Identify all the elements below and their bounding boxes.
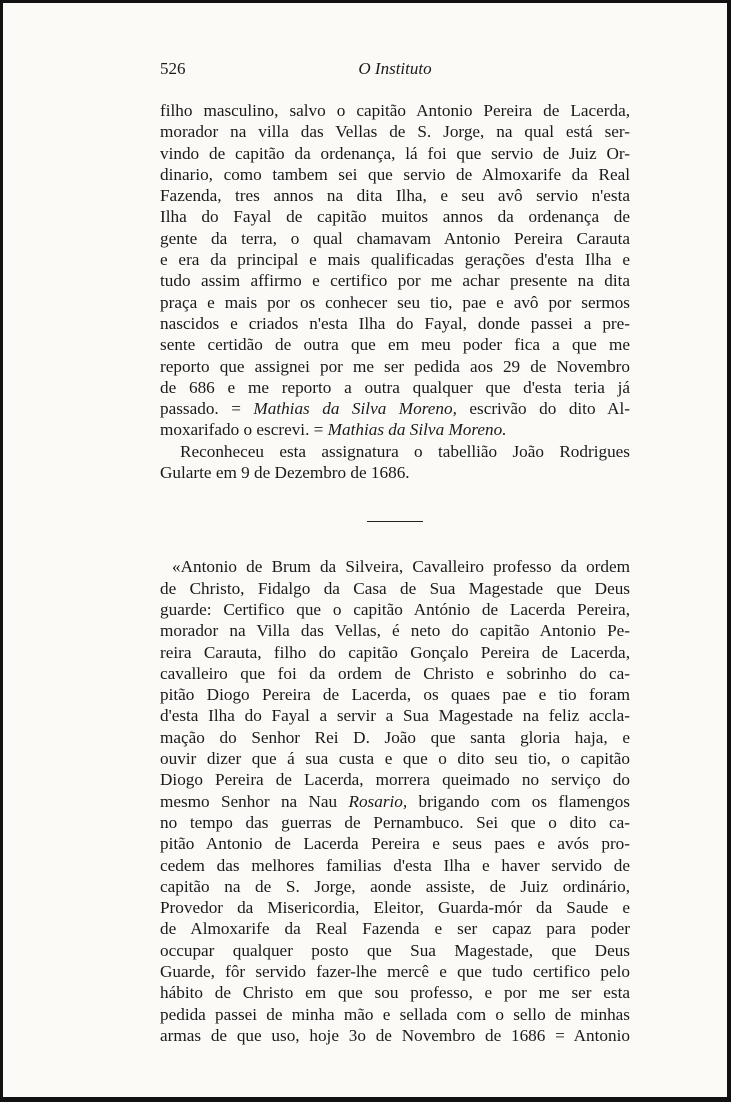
text-line: vindo de capitão da ordenança, lá foi que servio de Juiz Or- [160, 143, 630, 163]
running-head [160, 58, 630, 88]
text-line: nascidos e criados n'esta Ilha do Fayal, donde passei a pre- [160, 313, 630, 333]
text-line: Guarde, fôr servido fazer-lhe mercê e que tudo certifico pelo [160, 961, 630, 981]
text-line: Reconheceu esta assignatura o tabellião João Rodrigues [180, 441, 630, 461]
text-line: hábito de Christo em que sou professo, e por me ser esta [160, 983, 630, 1003]
text-line: pitão Diogo Pereira de Lacerda, os quaes pae e tio foram [160, 685, 630, 705]
text-line: Ilha do Fayal de capitão muitos annos da ordenança de [160, 207, 630, 227]
text-line: no tempo das guerras de Pernambuco. Sei que o dito ca- [160, 812, 630, 832]
line-suffix: brigando com os flamengos [407, 791, 630, 811]
text-line: guarde: Certifico que o capitão António de Lacerda Pereira, [160, 599, 630, 619]
second-certificate [160, 556, 630, 1046]
signature-line [160, 419, 630, 440]
text-line: dinario, como tambem sei que servio de Almoxarife da Real [160, 164, 630, 184]
text-line: sente certidão de outra que em meu poder fica a que me [160, 335, 630, 355]
text-line: Fazenda, tres annos na dita Ilha, e seu avô servio n'esta [160, 186, 630, 206]
text-line: Provedor da Misericordia, Eleitor, Guarda-mór da Saude e [160, 898, 630, 918]
text-line: armas de que uso, hoje 3o de Novembro de 1686 = Antonio [160, 1025, 630, 1045]
text-line: reporto que assignei por me ser pedida aos 29 de Novembro [160, 356, 630, 376]
signature-prefix: moxarifado o escrevi. = [160, 420, 328, 440]
text-line: de Almoxarife da Real Fazenda e ser capaz para poder [160, 919, 630, 939]
text-line: gente da terra, o qual chamavam Antonio Pereira Carauta [160, 228, 630, 248]
text-line: pedida passei de minha mão e sellada com o sello de minhas [160, 1004, 630, 1024]
text-line: morador na Villa das Vellas, é neto do capitão Antonio Pe- [160, 621, 630, 641]
running-title: O Instituto [358, 59, 432, 78]
text-line: reira Carauta, filho do capitão Gonçalo Pereira de Lacerda, [160, 642, 630, 662]
text-line: praça e mais por os conhecer seu tio, pae e avô por sermos [160, 292, 630, 312]
signature-suffix: escrivão do dito Al- [456, 399, 631, 419]
section-separator [367, 521, 423, 522]
signature-line [160, 398, 630, 419]
text-line: d'esta Ilha do Fayal a servir a Sua Magestade na feliz accla- [160, 706, 630, 726]
text-line: «Antonio de Brum da Silveira, Cavalleiro professo da ordem [172, 557, 630, 577]
text-line: morador na villa das Vellas de S. Jorge, na qual está ser- [160, 122, 630, 142]
text-line: de 686 e me reporto a outra qualquer que d'esta teria já [160, 377, 630, 397]
book-page [160, 58, 630, 1046]
text-line: occupar qualquer posto que Sua Magestade, que Deus [160, 940, 630, 960]
text-line: cedem das melhores familias d'esta Ilha e haver servido de [160, 855, 630, 875]
text-line: Gularte em 9 de Dezembro de 1686. [160, 463, 410, 483]
line-prefix: mesmo Senhor na Nau [160, 791, 349, 811]
text-line: Diogo Pereira de Lacerda, morrera queimado no serviço do [160, 770, 630, 790]
signatory-name: Mathias da Silva Moreno. [327, 420, 507, 440]
text-line: cavalleiro que foi da ordem de Christo e sobrinho do ca- [160, 663, 630, 683]
text-line: mação do Senhor Rei D. João que santa gloria haja, e [160, 727, 630, 747]
text-line: de Christo, Fidalgo da Casa de Sua Magestade que Deus [160, 578, 630, 598]
signature-prefix: passado. = [160, 399, 254, 419]
text-line: pitão Antonio de Lacerda Pereira e seus paes e avós pro- [160, 834, 630, 854]
text-line: capitão na de S. Jorge, aonde assiste, de Juiz ordinário, [160, 876, 630, 896]
text-line: e era da principal e mais qualificadas gerações d'esta Ilha e [160, 250, 630, 270]
text-line: ouvir dizer que á sua custa e que o dito seu tio, o capitão [160, 749, 630, 769]
text-line: filho masculino, salvo o capitão Antonio Pereira de Lacerda, [160, 101, 630, 120]
signatory-name: Mathias da Silva Moreno, [253, 399, 457, 419]
page-number: 526 [160, 59, 186, 78]
text-line [160, 791, 630, 812]
certificate-continuation [160, 100, 630, 483]
ship-name: Rosario, [348, 791, 408, 811]
text-line: tudo assim affirmo e certifico por me achar presente na dita [160, 271, 630, 291]
